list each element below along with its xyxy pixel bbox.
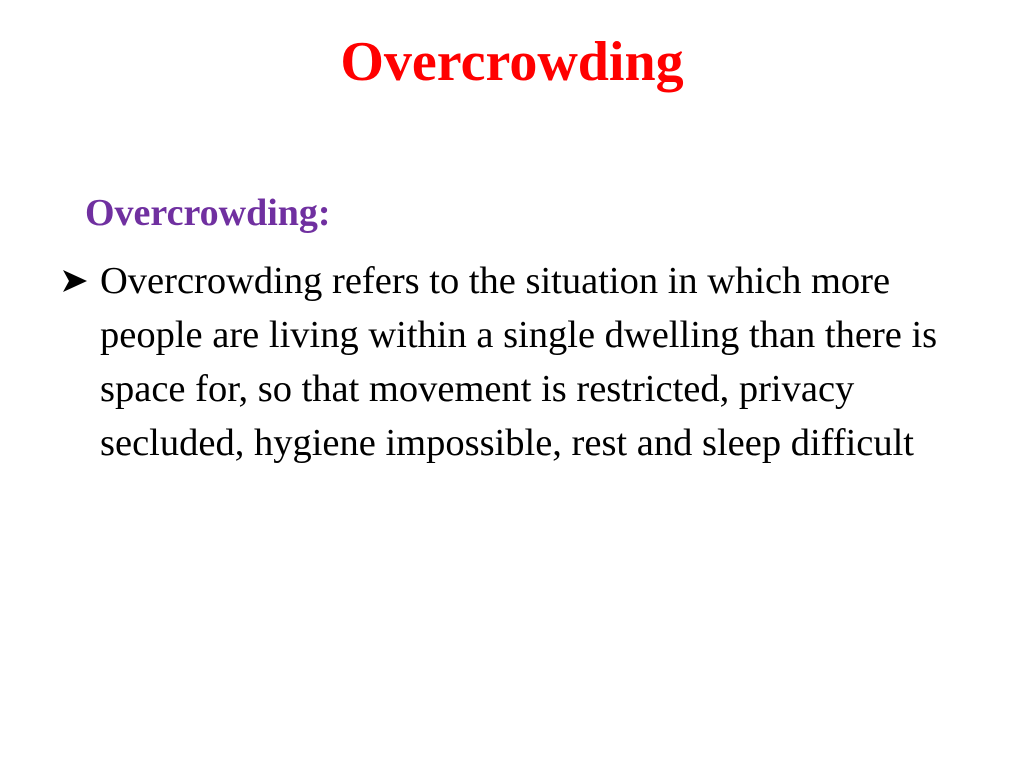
section-subheading: Overcrowding: xyxy=(85,192,331,234)
bullet-text: Overcrowding refers to the situation in which more people are living within a single dwelling than there is space for, so that movement is restricted, privacy secluded, hygiene impossible, rest and sleep difficult xyxy=(100,260,938,464)
slide-title: Overcrowding xyxy=(340,31,684,93)
arrowhead-bullet-icon xyxy=(60,254,100,308)
bullet-item xyxy=(60,254,980,470)
